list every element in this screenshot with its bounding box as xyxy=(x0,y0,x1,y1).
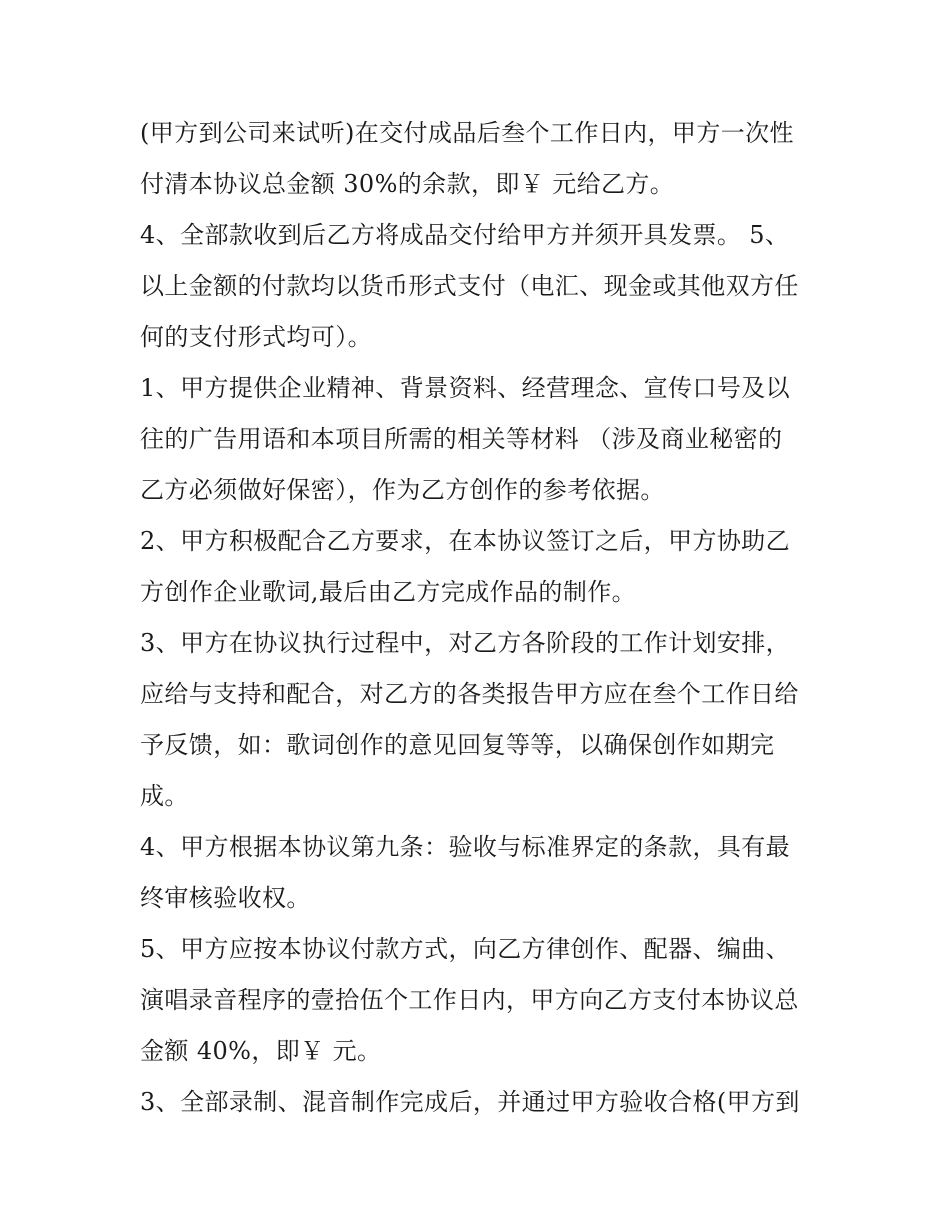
text-line: 往的广告用语和本项目所需的相关等材料 （涉及商业秘密的 xyxy=(140,425,783,453)
text-line: 演唱录音程序的壹拾伍个工作日内，甲方向乙方支付本协议总 xyxy=(140,986,799,1014)
text-line: 1、甲方提供企业精神、背景资料、经营理念、宣传口号及以 xyxy=(140,374,791,402)
text-line: 终审核验收权。 xyxy=(140,884,311,912)
text-line: 成。 xyxy=(140,782,189,810)
text-line: 付清本协议总金额 30%的余款，即￥ 元给乙方。 xyxy=(140,170,675,198)
text-line: 应给与支持和配合，对乙方的各类报告甲方应在叁个工作日给 xyxy=(140,680,799,708)
text-line: 3、全部录制、混音制作完成后，并通过甲方验收合格(甲方到 xyxy=(140,1088,800,1116)
text-line: 以上金额的付款均以货币形式支付（电汇、现金或其他双方任 xyxy=(140,272,799,300)
text-line: (甲方到公司来试听)在交付成品后叁个工作日内，甲方一次性 xyxy=(140,119,794,147)
text-line: 何的支付形式均可）。 xyxy=(140,323,372,351)
text-line: 2、甲方积极配合乙方要求，在本协议签订之后，甲方协助乙 xyxy=(140,527,791,555)
text-line: 予反馈，如：歌词创作的意见回复等等，以确保创作如期完 xyxy=(140,731,775,759)
text-line: 金额 40%，即￥ 元。 xyxy=(140,1037,382,1065)
text-line: 方创作企业歌词,最后由乙方完成作品的制作。 xyxy=(140,578,637,606)
text-line: 乙方必须做好保密），作为乙方创作的参考依据。 xyxy=(140,476,665,504)
text-line: 4、全部款收到后乙方将成品交付给甲方并须开具发票。 5、 xyxy=(140,221,790,249)
text-line: 5、甲方应按本协议付款方式，向乙方律创作、配器、编曲、 xyxy=(140,935,791,963)
text-line: 3、甲方在协议执行过程中，对乙方各阶段的工作计划安排， xyxy=(140,629,791,657)
text-line: 4、甲方根据本协议第九条：验收与标准界定的条款，具有最 xyxy=(140,833,791,861)
document-body xyxy=(140,108,820,1128)
